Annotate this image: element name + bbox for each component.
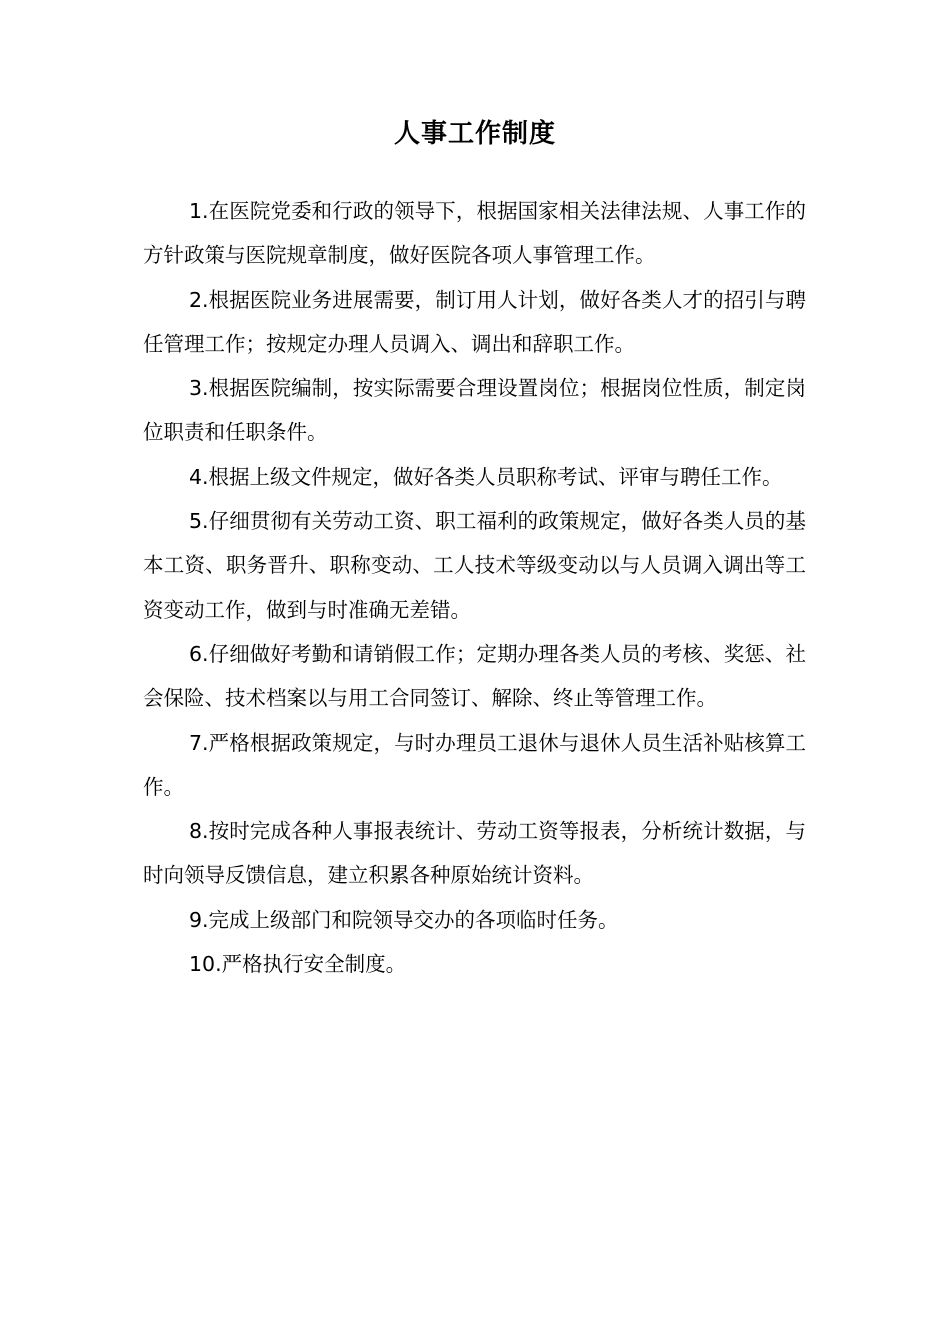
paragraph-1: 1.在医院党委和行政的领导下，根据国家相关法律法规、人事工作的方针政策与医院规章制度，做好医院各项人事管理工作。 (143, 199, 806, 268)
paragraph-3: 3.根据医院编制，按实际需要合理设置岗位；根据岗位性质，制定岗位职责和任职条件。 (143, 376, 806, 445)
paragraph-9: 9.完成上级部门和院领导交办的各项临时任务。 (189, 907, 619, 932)
paragraph-6: 6.仔细做好考勤和请销假工作；定期办理各类人员的考核、奖惩、社会保险、技术档案以与用工合同签订、解除、终止等管理工作。 (143, 641, 806, 711)
paragraph-2: 2.根据医院业务进展需要，制订用人计划，做好各类人才的招引与聘任管理工作；按规定办理人员调入、调出和辞职工作。 (143, 287, 806, 356)
paragraph-7: 7.严格根据政策规定，与时办理员工退休与退休人员生活补贴核算工作。 (143, 730, 806, 799)
paragraph-10: 10.严格执行安全制度。 (189, 952, 407, 977)
paragraph-5: 5.仔细贯彻有关劳动工资、职工福利的政策规定，做好各类人员的基本工资、职务晋升、职称变动、工人技术等级变动以与人员调入调出等工资变动工作，做到与时准确无差错。 (143, 509, 806, 622)
paragraph-8: 8.按时完成各种人事报表统计、劳动工资等报表，分析统计数据，与时向领导反馈信息，建立积累各种原始统计资料。 (143, 819, 806, 888)
document-body (143, 189, 806, 986)
document-title: 人事工作制度 (393, 119, 556, 149)
paragraph-4: 4.根据上级文件规定，做好各类人员职称考试、评审与聘任工作。 (189, 464, 783, 489)
